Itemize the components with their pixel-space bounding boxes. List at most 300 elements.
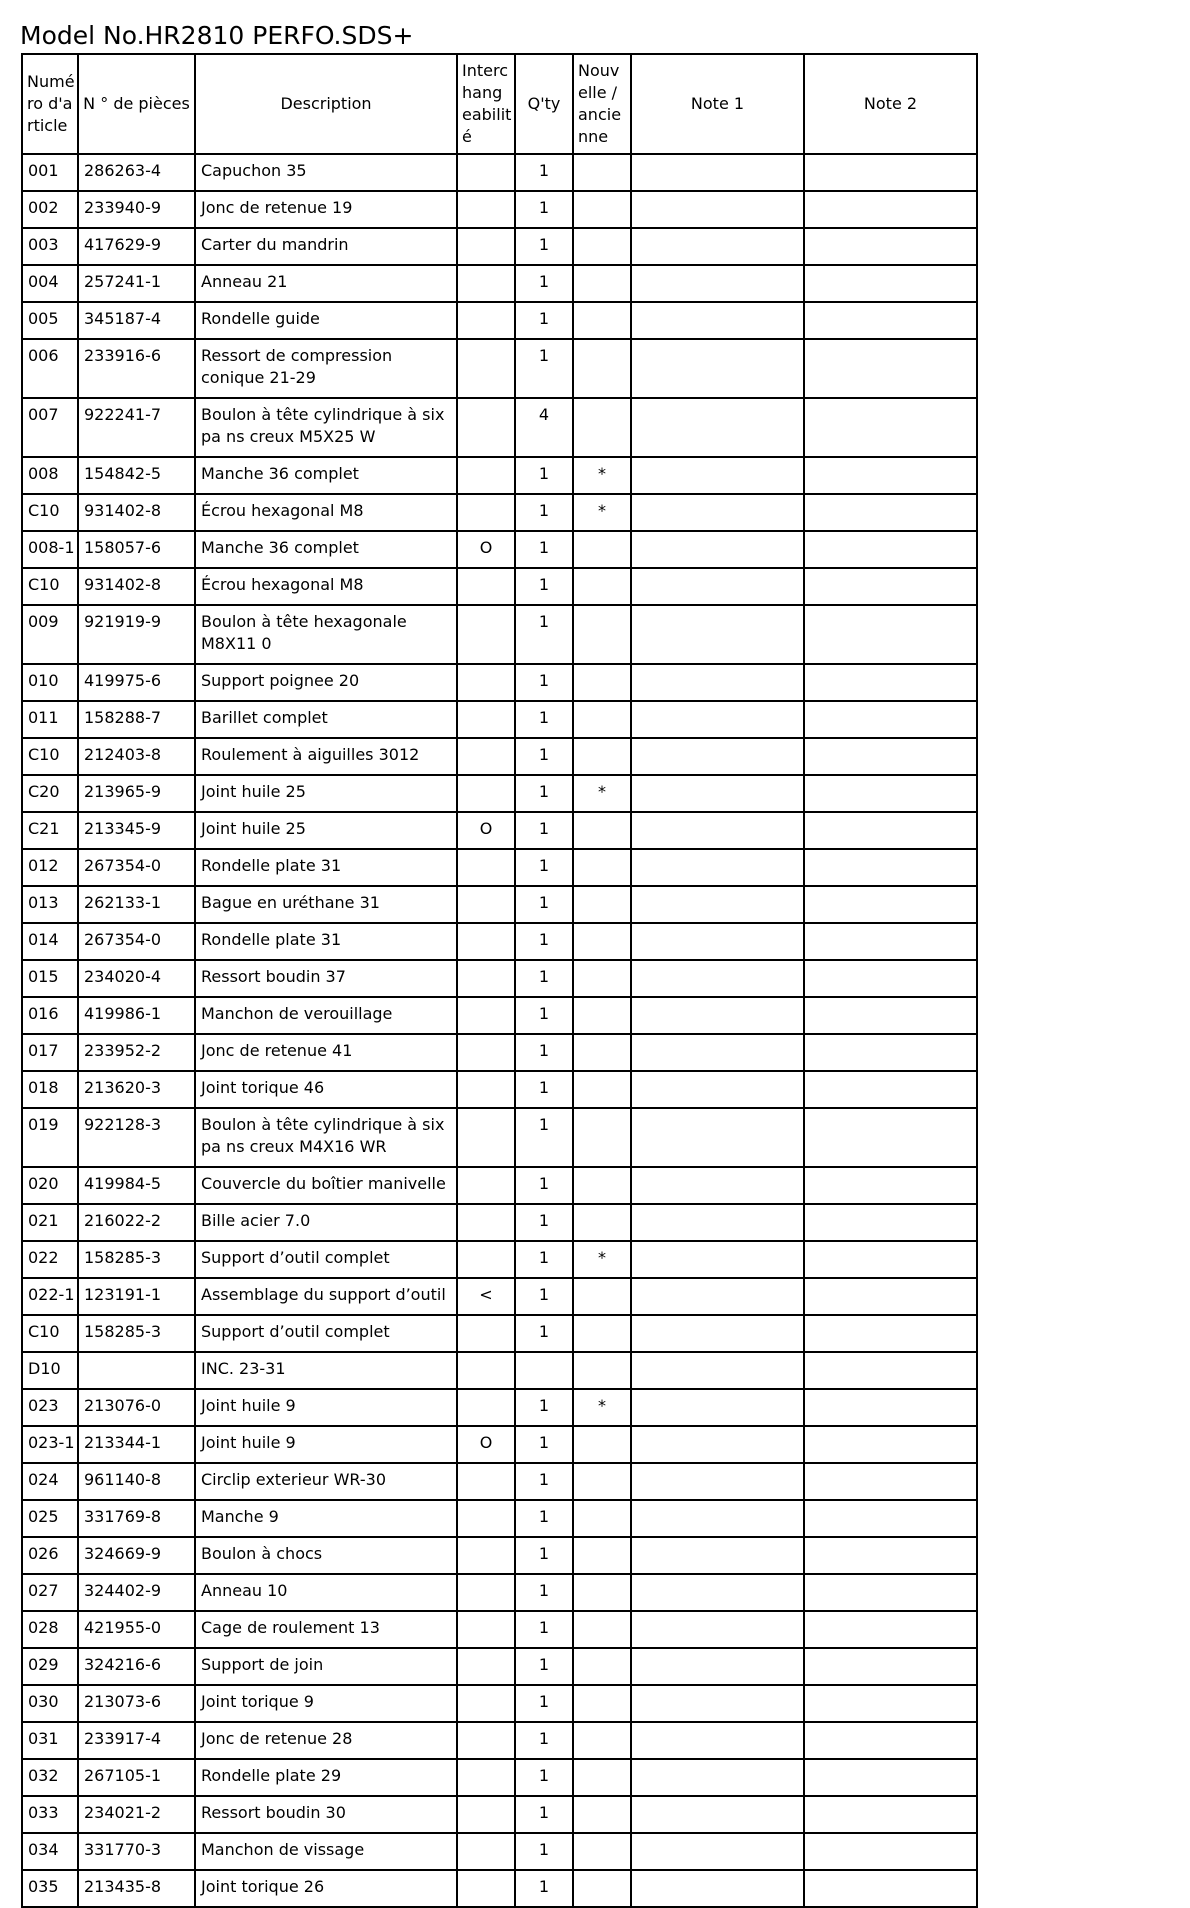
cell-description: Joint torique 46 — [195, 1071, 457, 1108]
cell-interchangeability — [457, 1204, 515, 1241]
cell-note-2 — [804, 1034, 977, 1071]
cell-note-2 — [804, 886, 977, 923]
cell-new-old — [573, 302, 631, 339]
cell-part-no: 267105-1 — [78, 1759, 195, 1796]
cell-description: Ressort boudin 30 — [195, 1796, 457, 1833]
cell-part-no: 324402-9 — [78, 1574, 195, 1611]
cell-description: Carter du mandrin — [195, 228, 457, 265]
cell-part-no: 417629-9 — [78, 228, 195, 265]
cell-new-old — [573, 1352, 631, 1389]
cell-qty: 1 — [515, 457, 573, 494]
table-row — [22, 1648, 977, 1685]
cell-interchangeability — [457, 228, 515, 265]
header-item-no: Numé ro d'a rticle — [22, 54, 78, 154]
cell-qty: 1 — [515, 1537, 573, 1574]
header-part-no: N ° de pièces — [78, 54, 195, 154]
cell-description: Rondelle plate 31 — [195, 849, 457, 886]
cell-interchangeability — [457, 664, 515, 701]
cell-item-no: 022 — [22, 1241, 78, 1278]
cell-note-1 — [631, 1352, 804, 1389]
cell-note-1 — [631, 154, 804, 191]
cell-qty: 1 — [515, 849, 573, 886]
cell-part-no: 158057-6 — [78, 531, 195, 568]
cell-item-no: 035 — [22, 1870, 78, 1907]
header-description: Description — [195, 54, 457, 154]
cell-part-no: 931402-8 — [78, 494, 195, 531]
table-header-row — [22, 54, 977, 154]
cell-description: Cage de roulement 13 — [195, 1611, 457, 1648]
cell-part-no: 257241-1 — [78, 265, 195, 302]
cell-note-2 — [804, 1574, 977, 1611]
cell-qty: 1 — [515, 1278, 573, 1315]
cell-interchangeability — [457, 775, 515, 812]
cell-interchangeability — [457, 849, 515, 886]
cell-qty: 1 — [515, 812, 573, 849]
cell-interchangeability: O — [457, 812, 515, 849]
cell-note-2 — [804, 339, 977, 398]
cell-note-1 — [631, 398, 804, 457]
cell-note-2 — [804, 1833, 977, 1870]
header-note-1: Note 1 — [631, 54, 804, 154]
cell-qty: 1 — [515, 1426, 573, 1463]
cell-interchangeability — [457, 1574, 515, 1611]
cell-new-old — [573, 1463, 631, 1500]
cell-qty: 1 — [515, 886, 573, 923]
cell-item-no: 018 — [22, 1071, 78, 1108]
cell-note-2 — [804, 605, 977, 664]
cell-interchangeability — [457, 1759, 515, 1796]
cell-qty: 1 — [515, 265, 573, 302]
table-row — [22, 531, 977, 568]
cell-interchangeability — [457, 1500, 515, 1537]
cell-interchangeability: < — [457, 1278, 515, 1315]
cell-note-1 — [631, 1722, 804, 1759]
cell-interchangeability — [457, 923, 515, 960]
cell-note-2 — [804, 1071, 977, 1108]
cell-qty: 1 — [515, 1500, 573, 1537]
cell-new-old: * — [573, 1241, 631, 1278]
cell-new-old — [573, 228, 631, 265]
cell-part-no: 158285-3 — [78, 1241, 195, 1278]
cell-note-1 — [631, 1278, 804, 1315]
cell-description: Couvercle du boîtier manivelle — [195, 1167, 457, 1204]
cell-new-old — [573, 1426, 631, 1463]
cell-note-1 — [631, 494, 804, 531]
cell-description: Ressort de compression conique 21-29 — [195, 339, 457, 398]
cell-new-old — [573, 398, 631, 457]
cell-qty: 1 — [515, 228, 573, 265]
cell-part-no: 233940-9 — [78, 191, 195, 228]
cell-item-no: 031 — [22, 1722, 78, 1759]
cell-part-no: 216022-2 — [78, 1204, 195, 1241]
cell-note-2 — [804, 1611, 977, 1648]
cell-note-1 — [631, 701, 804, 738]
cell-description: INC. 23-31 — [195, 1352, 457, 1389]
cell-new-old — [573, 1796, 631, 1833]
cell-description: Rondelle guide — [195, 302, 457, 339]
cell-item-no: 008 — [22, 457, 78, 494]
cell-interchangeability — [457, 494, 515, 531]
cell-qty: 1 — [515, 1833, 573, 1870]
cell-item-no: 023 — [22, 1389, 78, 1426]
cell-new-old — [573, 1611, 631, 1648]
cell-item-no: C10 — [22, 738, 78, 775]
cell-new-old — [573, 339, 631, 398]
cell-new-old — [573, 1204, 631, 1241]
cell-interchangeability — [457, 457, 515, 494]
cell-part-no: 922241-7 — [78, 398, 195, 457]
cell-description: Manchon de verouillage — [195, 997, 457, 1034]
cell-description: Manche 36 complet — [195, 457, 457, 494]
cell-part-no: 267354-0 — [78, 849, 195, 886]
cell-item-no: 019 — [22, 1108, 78, 1167]
cell-note-1 — [631, 605, 804, 664]
cell-interchangeability — [457, 1722, 515, 1759]
cell-interchangeability — [457, 339, 515, 398]
cell-note-2 — [804, 849, 977, 886]
table-row — [22, 1833, 977, 1870]
cell-part-no: 262133-1 — [78, 886, 195, 923]
cell-interchangeability — [457, 302, 515, 339]
table-row — [22, 1071, 977, 1108]
table-row — [22, 812, 977, 849]
cell-note-1 — [631, 960, 804, 997]
cell-note-1 — [631, 1071, 804, 1108]
cell-part-no: 158288-7 — [78, 701, 195, 738]
table-row — [22, 568, 977, 605]
table-row — [22, 923, 977, 960]
cell-note-2 — [804, 1870, 977, 1907]
cell-qty: 1 — [515, 1034, 573, 1071]
cell-qty: 1 — [515, 1796, 573, 1833]
cell-item-no: 033 — [22, 1796, 78, 1833]
cell-new-old — [573, 1278, 631, 1315]
cell-new-old — [573, 191, 631, 228]
cell-note-2 — [804, 228, 977, 265]
cell-interchangeability — [457, 1241, 515, 1278]
cell-interchangeability: O — [457, 531, 515, 568]
cell-description: Joint huile 9 — [195, 1426, 457, 1463]
cell-new-old — [573, 1648, 631, 1685]
cell-interchangeability — [457, 886, 515, 923]
cell-new-old — [573, 923, 631, 960]
cell-note-1 — [631, 1315, 804, 1352]
cell-interchangeability — [457, 997, 515, 1034]
cell-qty: 1 — [515, 923, 573, 960]
cell-note-2 — [804, 1685, 977, 1722]
cell-interchangeability — [457, 1352, 515, 1389]
cell-interchangeability — [457, 568, 515, 605]
cell-new-old — [573, 531, 631, 568]
cell-part-no: 419984-5 — [78, 1167, 195, 1204]
cell-interchangeability — [457, 605, 515, 664]
cell-item-no: 022-1 — [22, 1278, 78, 1315]
cell-qty: 1 — [515, 154, 573, 191]
cell-part-no: 233917-4 — [78, 1722, 195, 1759]
cell-qty: 1 — [515, 494, 573, 531]
cell-note-2 — [804, 812, 977, 849]
cell-note-2 — [804, 1241, 977, 1278]
cell-qty: 1 — [515, 339, 573, 398]
cell-part-no: 154842-5 — [78, 457, 195, 494]
cell-part-no: 419975-6 — [78, 664, 195, 701]
cell-part-no: 922128-3 — [78, 1108, 195, 1167]
cell-interchangeability — [457, 1463, 515, 1500]
table-row — [22, 886, 977, 923]
cell-item-no: 032 — [22, 1759, 78, 1796]
cell-interchangeability — [457, 191, 515, 228]
cell-interchangeability — [457, 1034, 515, 1071]
cell-item-no: 007 — [22, 398, 78, 457]
cell-part-no: 213076-0 — [78, 1389, 195, 1426]
cell-description: Joint huile 9 — [195, 1389, 457, 1426]
cell-qty: 1 — [515, 605, 573, 664]
cell-new-old — [573, 605, 631, 664]
cell-description: Joint huile 25 — [195, 812, 457, 849]
cell-note-2 — [804, 398, 977, 457]
cell-interchangeability — [457, 1870, 515, 1907]
cell-item-no: 010 — [22, 664, 78, 701]
table-row — [22, 302, 977, 339]
cell-description: Boulon à chocs — [195, 1537, 457, 1574]
cell-note-1 — [631, 664, 804, 701]
cell-description: Joint torique 26 — [195, 1870, 457, 1907]
cell-qty — [515, 1352, 573, 1389]
cell-interchangeability — [457, 154, 515, 191]
cell-note-1 — [631, 1389, 804, 1426]
cell-item-no: 025 — [22, 1500, 78, 1537]
cell-note-1 — [631, 1463, 804, 1500]
table-row — [22, 1796, 977, 1833]
parts-table-body — [22, 154, 977, 1907]
table-row — [22, 154, 977, 191]
cell-note-2 — [804, 302, 977, 339]
table-row — [22, 339, 977, 398]
cell-description: Barillet complet — [195, 701, 457, 738]
cell-item-no: 026 — [22, 1537, 78, 1574]
cell-note-1 — [631, 997, 804, 1034]
table-row — [22, 1500, 977, 1537]
cell-note-2 — [804, 457, 977, 494]
cell-new-old — [573, 1167, 631, 1204]
cell-description: Écrou hexagonal M8 — [195, 568, 457, 605]
cell-new-old — [573, 568, 631, 605]
cell-note-1 — [631, 849, 804, 886]
cell-part-no: 213965-9 — [78, 775, 195, 812]
table-row — [22, 1537, 977, 1574]
cell-item-no: 030 — [22, 1685, 78, 1722]
cell-description: Jonc de retenue 19 — [195, 191, 457, 228]
cell-item-no: 004 — [22, 265, 78, 302]
cell-qty: 1 — [515, 1574, 573, 1611]
cell-description: Manche 36 complet — [195, 531, 457, 568]
table-row — [22, 1685, 977, 1722]
cell-note-2 — [804, 1315, 977, 1352]
cell-qty: 1 — [515, 997, 573, 1034]
cell-note-1 — [631, 457, 804, 494]
cell-item-no: 001 — [22, 154, 78, 191]
table-row — [22, 1278, 977, 1315]
cell-new-old — [573, 1315, 631, 1352]
cell-item-no: 020 — [22, 1167, 78, 1204]
header-interchangeability: Interc hang eabilit é — [457, 54, 515, 154]
table-row — [22, 1108, 977, 1167]
cell-qty: 1 — [515, 701, 573, 738]
cell-note-1 — [631, 1167, 804, 1204]
cell-note-2 — [804, 1389, 977, 1426]
table-row — [22, 849, 977, 886]
cell-note-2 — [804, 1759, 977, 1796]
cell-item-no: 024 — [22, 1463, 78, 1500]
cell-description: Écrou hexagonal M8 — [195, 494, 457, 531]
cell-note-1 — [631, 1426, 804, 1463]
cell-interchangeability — [457, 1108, 515, 1167]
cell-interchangeability — [457, 1685, 515, 1722]
cell-part-no: 213345-9 — [78, 812, 195, 849]
cell-description: Capuchon 35 — [195, 154, 457, 191]
cell-note-2 — [804, 738, 977, 775]
cell-part-no: 324669-9 — [78, 1537, 195, 1574]
cell-new-old — [573, 812, 631, 849]
cell-part-no: 921919-9 — [78, 605, 195, 664]
cell-description: Ressort boudin 37 — [195, 960, 457, 997]
cell-new-old — [573, 1722, 631, 1759]
cell-note-2 — [804, 1722, 977, 1759]
cell-description: Boulon à tête cylindrique à six pa ns creux M5X25 W — [195, 398, 457, 457]
cell-description: Roulement à aiguilles 3012 — [195, 738, 457, 775]
cell-note-2 — [804, 531, 977, 568]
cell-new-old: * — [573, 457, 631, 494]
cell-item-no: 021 — [22, 1204, 78, 1241]
cell-new-old — [573, 1537, 631, 1574]
cell-qty: 1 — [515, 1167, 573, 1204]
cell-note-2 — [804, 568, 977, 605]
cell-qty: 1 — [515, 1648, 573, 1685]
cell-note-1 — [631, 1574, 804, 1611]
cell-description: Support d’outil complet — [195, 1315, 457, 1352]
table-row — [22, 1389, 977, 1426]
cell-description: Joint huile 25 — [195, 775, 457, 812]
parts-table — [21, 53, 978, 1908]
cell-new-old — [573, 1870, 631, 1907]
cell-item-no: C10 — [22, 1315, 78, 1352]
cell-description: Support d’outil complet — [195, 1241, 457, 1278]
cell-note-1 — [631, 1833, 804, 1870]
cell-interchangeability — [457, 1389, 515, 1426]
cell-note-2 — [804, 154, 977, 191]
cell-note-1 — [631, 775, 804, 812]
cell-item-no: 005 — [22, 302, 78, 339]
cell-new-old — [573, 1500, 631, 1537]
cell-qty: 1 — [515, 960, 573, 997]
cell-new-old — [573, 154, 631, 191]
cell-new-old — [573, 738, 631, 775]
cell-qty: 1 — [515, 1685, 573, 1722]
cell-interchangeability — [457, 960, 515, 997]
table-row — [22, 1034, 977, 1071]
cell-part-no: 234020-4 — [78, 960, 195, 997]
cell-part-no: 123191-1 — [78, 1278, 195, 1315]
cell-part-no: 233952-2 — [78, 1034, 195, 1071]
cell-note-1 — [631, 339, 804, 398]
cell-new-old: * — [573, 775, 631, 812]
cell-note-2 — [804, 265, 977, 302]
cell-interchangeability — [457, 1648, 515, 1685]
table-row — [22, 1759, 977, 1796]
cell-interchangeability — [457, 265, 515, 302]
cell-part-no: 331769-8 — [78, 1500, 195, 1537]
cell-description: Support poignee 20 — [195, 664, 457, 701]
header-new-old: Nouv elle / ancie nne — [573, 54, 631, 154]
table-row — [22, 1722, 977, 1759]
cell-note-1 — [631, 1108, 804, 1167]
cell-part-no: 213620-3 — [78, 1071, 195, 1108]
cell-note-1 — [631, 1241, 804, 1278]
cell-part-no: 931402-8 — [78, 568, 195, 605]
table-row — [22, 775, 977, 812]
cell-note-1 — [631, 1611, 804, 1648]
page-title: Model No.HR2810 PERFO.SDS+ — [20, 21, 414, 50]
cell-new-old — [573, 1574, 631, 1611]
table-row — [22, 1167, 977, 1204]
cell-qty: 1 — [515, 1463, 573, 1500]
table-row — [22, 457, 977, 494]
cell-part-no: 267354-0 — [78, 923, 195, 960]
cell-note-1 — [631, 265, 804, 302]
cell-note-2 — [804, 1500, 977, 1537]
cell-note-2 — [804, 1204, 977, 1241]
table-row — [22, 605, 977, 664]
cell-qty: 1 — [515, 191, 573, 228]
cell-description: Support de join — [195, 1648, 457, 1685]
table-row — [22, 1352, 977, 1389]
cell-item-no: 006 — [22, 339, 78, 398]
table-row — [22, 1204, 977, 1241]
cell-note-1 — [631, 1870, 804, 1907]
cell-new-old — [573, 1759, 631, 1796]
cell-description: Jonc de retenue 41 — [195, 1034, 457, 1071]
cell-new-old — [573, 1071, 631, 1108]
table-row — [22, 701, 977, 738]
header-note-2: Note 2 — [804, 54, 977, 154]
cell-part-no: 213435-8 — [78, 1870, 195, 1907]
cell-qty: 1 — [515, 1241, 573, 1278]
cell-note-1 — [631, 1648, 804, 1685]
cell-new-old — [573, 997, 631, 1034]
cell-interchangeability: O — [457, 1426, 515, 1463]
cell-note-1 — [631, 1759, 804, 1796]
cell-part-no: 234021-2 — [78, 1796, 195, 1833]
cell-item-no: 002 — [22, 191, 78, 228]
cell-item-no: 027 — [22, 1574, 78, 1611]
cell-note-2 — [804, 191, 977, 228]
cell-part-no: 421955-0 — [78, 1611, 195, 1648]
cell-item-no: C10 — [22, 568, 78, 605]
cell-description: Manchon de vissage — [195, 1833, 457, 1870]
cell-qty: 1 — [515, 1108, 573, 1167]
cell-note-2 — [804, 664, 977, 701]
table-row — [22, 738, 977, 775]
cell-item-no: 029 — [22, 1648, 78, 1685]
cell-interchangeability — [457, 1167, 515, 1204]
cell-qty: 1 — [515, 531, 573, 568]
cell-part-no: 158285-3 — [78, 1315, 195, 1352]
cell-note-2 — [804, 997, 977, 1034]
cell-note-1 — [631, 738, 804, 775]
cell-description: Boulon à tête cylindrique à six pa ns creux M4X16 WR — [195, 1108, 457, 1167]
cell-description: Anneau 10 — [195, 1574, 457, 1611]
table-row — [22, 228, 977, 265]
